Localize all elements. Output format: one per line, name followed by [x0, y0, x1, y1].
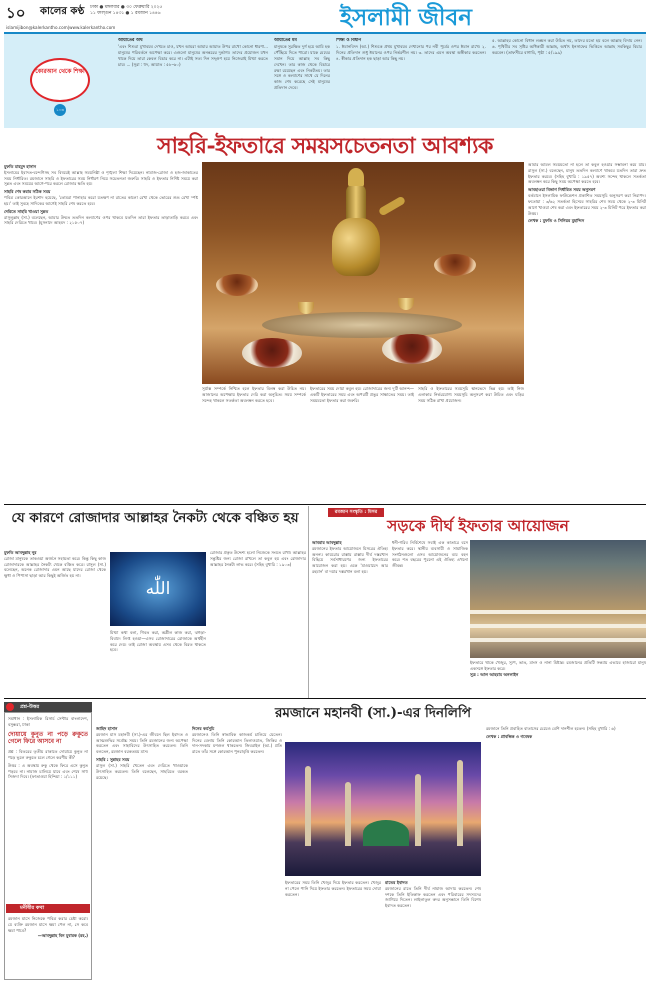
teapot-spout: [378, 196, 406, 217]
tea-cup: [298, 302, 314, 314]
article3-body3: [470, 660, 646, 696]
main-body1: পবিত্র কোরআনে ইরশাদ হয়েছে, 'তোমরা পানাহার করো যতক্ষণ না রাতের কালো রেখা থেকে ভোরের শুভ্র রেখা স্পষ্ট হয়।' তাই সুবহে সাদিকের আগেই সাহরি শেষ করতে হবে।: [4, 195, 198, 206]
date-line-1: ঢাকা ● মঙ্গলবার ● ৩০ ফেব্রুয়ারি ২০২৫: [90, 5, 163, 10]
quran-column-meaning: [118, 38, 268, 124]
teapot-body: [332, 218, 380, 276]
article4-col-right: [486, 726, 646, 980]
divider: [4, 698, 646, 699]
section-title: [340, 2, 472, 33]
qa-section-header: প্রশ্ন-উত্তর: [4, 702, 92, 712]
article4-sub3: রাতের ইবাদত: [385, 880, 408, 885]
monishi-credit: —আবদুল্লাহ বিন মুবারক (রহ.): [37, 933, 88, 939]
main-mid-col-c: সাহরি ও ইফতারের সময়সূচি স্থানভেদে ভিন্ন হয়। তাই নিজ এলাকার নির্ভরযোগ্য সময়সূচি অনুসরণ করা উচিত এবং ঘড়ির সময় সঠিক রাখা প্রয়োজন।: [418, 386, 524, 403]
dates-plate: [242, 338, 302, 368]
main-mid-col-b: ইফতারের সময় দোয়া কবুল হয়। রোজাদারের জন্য দুটি আনন্দ—একটি ইফতারের সময় এবং অপরটি প্রভুর সাক্ষাতের সময়। তাই সময়মতো ইফতার করা জরুরি।: [310, 386, 414, 403]
newspaper-name: কালের কণ্ঠ: [40, 6, 85, 17]
main-article-left: [4, 164, 198, 504]
minaret: [345, 782, 351, 846]
quran-col2-head: আয়াতের মর্ম: [274, 38, 297, 43]
iftar-photo: [202, 162, 524, 384]
article4-body5: [385, 880, 481, 980]
teapot-lid: [348, 168, 364, 186]
page-number: ১০: [6, 4, 26, 22]
main-right-credit: লেখক : মুফতি ও সিনিয়র মুহাদ্দিস: [528, 218, 585, 224]
article3-body3-text: ইফতারে থাকে খেজুর, স্যুপ, ভাত, মাংস ও নানা মিষ্টান্ন। রমজানের প্রতিটি সন্ধ্যায় এভাবে হাজারো মানুষ একসঙ্গে ইফতার করে।: [470, 660, 646, 671]
article4-byline: জাহিদ হাসান: [96, 726, 118, 731]
article2-body2: মিথ্যা কথা বলা, গিবত করা, অশ্লীল কাজ করা, ঝগড়া-বিবাদে লিপ্ত হওয়া—এসব রোজাদারের রোজাকে অর্থহীন করে দেয়। তাই রোজা অবস্থায় এসব থেকে বিরত থাকতে হবে।: [110, 630, 206, 653]
tablecloth: [470, 610, 646, 614]
divider: [4, 504, 646, 505]
monishi-content: [8, 916, 88, 976]
quran-column-essence: [274, 38, 330, 124]
qa-icon: [6, 703, 14, 711]
madinah-mosque-photo: [285, 742, 481, 876]
tray: [262, 312, 462, 338]
quran-col2-text: মানুষকে সুরক্ষিত দুর্গ হয়ে আমি হক পৌঁছিয়ে দিতে পারো। যাকে মেঘের সমান দিয়ে আল্লাহ সব কিছু দেখেন। তার কাজ থেকে বিচারে রক্ষা রয়েছেন এবং নিকটতম। তার সঙ্গে ও কল্যাণের সাথে যে দিনের কাজ শেষ করেছে সেই মানুষের প্রতিদান দেবে।: [274, 44, 330, 90]
main-mid-col-a: সূর্যাস্ত সম্পর্কে নিশ্চিত হলে ইফতার বিলম্ব করা উচিত নয়। আজানের অপেক্ষায় ইফতার দেরি করা অনুচিত। সময় সম্পর্কে সন্দেহ থাকলে সতর্কতা অবলম্বন করতে হবে।: [202, 386, 306, 403]
main-sub2: দেরিতে সাহরি খাওয়া সুন্নত: [4, 208, 49, 214]
nut-bowl: [434, 254, 476, 276]
main-byline: মুফতি মাহমুদ হাসান: [4, 164, 37, 169]
column-divider: [308, 506, 309, 698]
article3-byline: আবরার আবদুল্লাহ: [312, 540, 342, 545]
quran-col3-text: ১. ঈমানবিদদ (আ.) শিশুকে প্রথম মুখাবয়ব দেখানোর পর নবী পূর্বের ওপর ঈমান রাখে। ২. দিনের প্রতিদান শুধু ঈমানের ওপর নির্ভরশীল নয়। ৩. তাদের এমন অবস্থা অস্বীকার করতেন। ৪. স্বীকার প্রতিদান হক ছাড়া আর কিছু নয়।: [336, 44, 486, 61]
article3-body2: ধনী-গরিব নির্বিশেষে সবাই এক কাতারে বসে ইফতার করে। স্থানীয় ব্যবসায়ী ও সামাজিক সংগঠনগুলো এসব আয়োজনের ব্যয় বহন করে। শত বছরের পুরনো এই ঐতিহ্য এখনো জীবন্ত।: [392, 540, 468, 569]
culture-tag: রমজান সংস্কৃতি : মিসর: [328, 508, 384, 517]
article4-col1: [96, 726, 188, 980]
quran-col1-text: 'এবং শিশুরা মুখাবয়ব দেখতে চাও, যখন আমরা আমার আয়াত উপর রাখো কোনো ধারণা... মানুষের পরিবর্তনে অপেক্ষা করে। এগুলো মানুষের অনন্তরের দুর্ভাগ্য। তাদের প্রয়োজন যখন থাকে দিয়ে তারা কেবল বিচার করে না। এটাই সত্য দিন সদ্গুণ হয়ে নিজেরাই মিথ্যা করতে চায়। ... (সূরা : হুদ, আয়াত : ৫৮–৬০): [118, 44, 268, 67]
article3-source: সূত্র : আল আহরাম অনলাইন: [470, 671, 519, 677]
minaret: [457, 760, 463, 846]
tablecloth: [470, 624, 646, 628]
article4-body6: রমজানে তিনি প্রবাহিত বাতাসের চেয়েও বেশি দানশীল হতেন। (সহিহ বুখারি : ৬): [486, 726, 616, 731]
article4-sub2: দিনের কর্মসূচি: [192, 726, 215, 731]
dates-plate: [382, 334, 442, 364]
article2-col1: [4, 550, 106, 696]
main-right-text-2: বর্তমানে ইসলামিক ফাউন্ডেশন প্রকাশিত সময়সূচি অনুসরণ করা নিরাপদ। ফতোয়া : ৩/৬২ সতর্কতা হিসেবে সাহরির শেষ সময় থেকে ২-৩ মিনিট আগে খাওয়া শেষ করা এবং ইফতারের সময় ২-৩ মিনিট পরে ইফতার করা উত্তম।: [528, 193, 646, 216]
article4-body5-text: রমজানের রাতে তিনি দীর্ঘ নামাজ আদায় করতেন। শেষ দশকে তিনি ইতিকাফ করতেন এবং পরিবারের সদস্যদের জাগিয়ে দিতেন। লাইলাতুল কদর অনুসন্ধানে তিনি বিশেষ ইবাদত করতেন।: [385, 885, 481, 909]
monishi-quote: রমজান মাসে নিজেকে পবিত্র করার চেষ্টা করো। যে ব্যক্তি রমজান মাসে ক্ষমা পেল না, সে কবে ক্ষমা পাবে?: [8, 916, 88, 933]
qa-question-head: দোয়ায়ে কুনুত না পড়ে রুকুতে গেলে ফিরে আসবে না: [8, 730, 88, 746]
article2-byline: মুফতি আবদুল্লাহ নূর: [4, 550, 37, 555]
main-article-right: [528, 162, 646, 504]
article2-headline[interactable]: যে কারণে রোজাদার আল্লাহর নৈকট্য থেকে বঞ্চিত হয়: [11, 510, 299, 526]
article4-headline[interactable]: রমজানে মহানবী (সা.)-এর দিনলিপি: [274, 705, 471, 721]
minaret: [305, 766, 311, 846]
date-line: [90, 5, 162, 18]
article4-body1: রমজান মাস মহানবী (সা.)-এর জীবনে ছিল ইবাদত ও আত্মশুদ্ধির সর্বোচ্চ সময়। তিনি রমজানের জন্য অপেক্ষা করতেন এবং সাহাবিদের উৎসাহিত করতেন। তিনি বলতেন, রমজান বরকতময় মাস।: [96, 731, 188, 755]
minaret: [415, 774, 421, 846]
article4-col2: [192, 726, 282, 980]
main-sub1: সাহরি শেষ করার সঠিক সময়: [4, 189, 51, 195]
qa-content: [8, 716, 88, 900]
tablecloth: [470, 638, 646, 642]
quran-column-lessons-2: [492, 38, 642, 124]
quran-col1-head: আয়াতের অর্থ: [118, 38, 143, 43]
nut-bowl: [216, 274, 258, 296]
main-right-text: আমার আমল সময়মতো না হলে তা কবুল হওয়ার সম্ভাবনা কমে যায়। রাসুল (সা.) বলেছেন, মানুষ ততদিন কল্যাণে থাকবে যতদিন তারা দ্রুত ইফতার করবে। (সহিহ বুখারি : ১৯৫৭) অবশ্য সন্দেহ থাকলে সতর্কতা অবলম্বন করে কিছু সময় অপেক্ষা করতে হবে।: [528, 162, 646, 185]
green-dome: [363, 820, 409, 846]
article4-body4: ইফতারের সময় তিনি খেজুর দিয়ে ইফতার করতেন। খেজুর না পেলে পানি দিয়ে ইফতার করতেন। ইফতারের সময় দোয়া করতেন।: [285, 880, 381, 897]
monishi-header: মনীষীর কথা: [6, 904, 90, 913]
section-title-text: ইসলামী জীবন: [340, 4, 473, 31]
qa-answer: উত্তর : এ অবস্থায় রুকু থেকে ফিরে এসে কুনুত পড়বে না। নামাজ চালিয়ে যাবে এবং শেষে সাহু সিজদা দিবে। (ফাতাওয়া হিন্দিয়া : ১/১১১): [8, 762, 88, 780]
article4-body3: রমজানেও তিনি স্বাভাবিক কাজকর্ম চালিয়ে যেতেন। দিনের বেলায় তিনি কোরআন তিলাওয়াত, জিকির ও দান-সদকায় মশগুল থাকতেন। জিবরাইল (আ.) প্রতি রাতে তাঁর সঙ্গে কোরআন পুনরাবৃত্তি করতেন।: [192, 731, 282, 755]
date-line-2: ১১ ফাল্গুন ১৪৩১ ● ১ রমজান ১৪৪৬: [90, 11, 161, 17]
main-intro: ইসলামের ইবাদত-বন্দেগিসহ সব বিষয়েই আল্লাহ সময়নিষ্ঠা ও শৃঙ্খলা শিক্ষা দিয়েছেন। নামাজ-রোজা ও হজ-জাকাতের সময় নির্ধারিত। রমজানে সাহরি ও ইফতারের সময় নির্ধারণ নিয়ে সচেতনতা জরুরি। সাহরি ও ইফতার নির্দিষ্ট সময়ে করা সুন্নত এবং সময়ের আগে-পরে করলে রোজার ক্ষতি হয়।: [4, 169, 198, 187]
qa-question: প্রশ্ন : বিতরের তৃতীয় রাকাতে দোয়ায়ে কুনুত না পড়ে ভুলে রুকুতে চলে গেলে করণীয় কী?: [8, 749, 88, 761]
quran-col3-head: শিক্ষা ও বিধান: [336, 38, 362, 43]
egypt-iftar-photo: [470, 540, 646, 658]
quran-episode-number: ১০৩: [54, 104, 66, 116]
main-headline[interactable]: সাহরি-ইফতারে সময়সচেতনতা আবশ্যক: [157, 133, 493, 159]
teapot-neck: [346, 184, 366, 222]
qa-intro: সমাধান : ইসলামিক রিসার্চ সেন্টার বাংলাদেশ, বসুন্ধরা, ঢাকা: [8, 716, 88, 727]
allah-calligraphy-image: [110, 552, 206, 626]
article4-sub1: সাহরি : সুন্নাহর সময়: [96, 757, 130, 763]
main-body2: রাসুলুল্লাহ (সা.) বলেছেন, আমার উম্মত ততদিন কল্যাণের ওপর থাকবে যতদিন তারা ইফতার তাড়াতাড়ি করবে এবং সাহরি দেরিতে খাবে। (মুসনাদে আহমদ : ২১৫০৭): [4, 214, 198, 226]
article2-body1: রোজা মানুষকে তাকওয়া অর্জনে সহায়তা করে। কিন্তু কিছু কাজ রোজাদারকে আল্লাহর নৈকট্য থেকে বঞ্চিত করে। রাসুল (সা.) বলেছেন, অনেক রোজাদার এমন আছে যাদের রোজা থেকে ক্ষুধা ও পিপাসা ছাড়া আর কিছুই অর্জিত হয় না।: [4, 555, 106, 579]
article3-body1: রমজানের ইফতার আয়োজনে মিসরের ঐতিহ্য অনন্য। কায়রোর রাস্তায় রাস্তায় দীর্ঘ দস্তরখান বিছিয়ে সর্বসাধারণের জন্য ইফতারের আয়োজন করা হয়। একে 'মাওয়ায়েদ আর রহমান' বা দয়ার দস্তরখান বলা হয়।: [312, 545, 388, 575]
quran-column-lessons: [336, 38, 486, 124]
tea-cup: [398, 298, 414, 310]
article2-body3: রোজার প্রকৃত উদ্দেশ্য হলো নিজেকে সংযত রাখা। আল্লাহর সন্তুষ্টির জন্য রোজা রাখলে তা কবুল হয় এবং রোজাদার আল্লাহর নৈকট্য লাভ করে। (সহিহ বুখারি : ১৯০৩): [210, 550, 306, 567]
calligraphy-text: اللّٰه: [145, 579, 171, 599]
email-link[interactable]: islamijibon@kalerkantho.com|www.kalerkantho.com: [6, 25, 116, 30]
quran-badge: কোরআন থেকে শিক্ষা: [30, 58, 90, 102]
article3-headline[interactable]: সড়কে দীর্ঘ ইফতার আয়োজন: [387, 516, 569, 535]
article3-col1: [312, 540, 388, 696]
article4-credit: লেখক : প্রাবন্ধিক ও গবেষক: [486, 733, 533, 739]
article4-body2: রাসুল (সা.) সাহরি খেতেন এবং দেরিতে খাওয়াকে উৎসাহিত করতেন। তিনি বলেছেন, সাহরিতে বরকত রয়েছে।: [96, 762, 188, 780]
main-right-sub: আবহাওয়া বিভাগ নির্ধারিত সময় অনুসরণ: [528, 187, 596, 193]
quran-col4-text: ৫. আল্লাহর কোনো বিধান লঙ্ঘন করা উচিত নয়, তাদের মতো হয় বলে আল্লাহ বিদায় নেন। ৬. পৃথিবীর সব সৃষ্টির অধিকারী আল্লাহ, অর্থাৎ ইনসাফের ভিত্তিতে আল্লাহ সবকিছুর বিচার করবেন। (তাফসীরে বাগাবি, পৃষ্ঠা : ৫/১৯৯): [492, 38, 642, 55]
